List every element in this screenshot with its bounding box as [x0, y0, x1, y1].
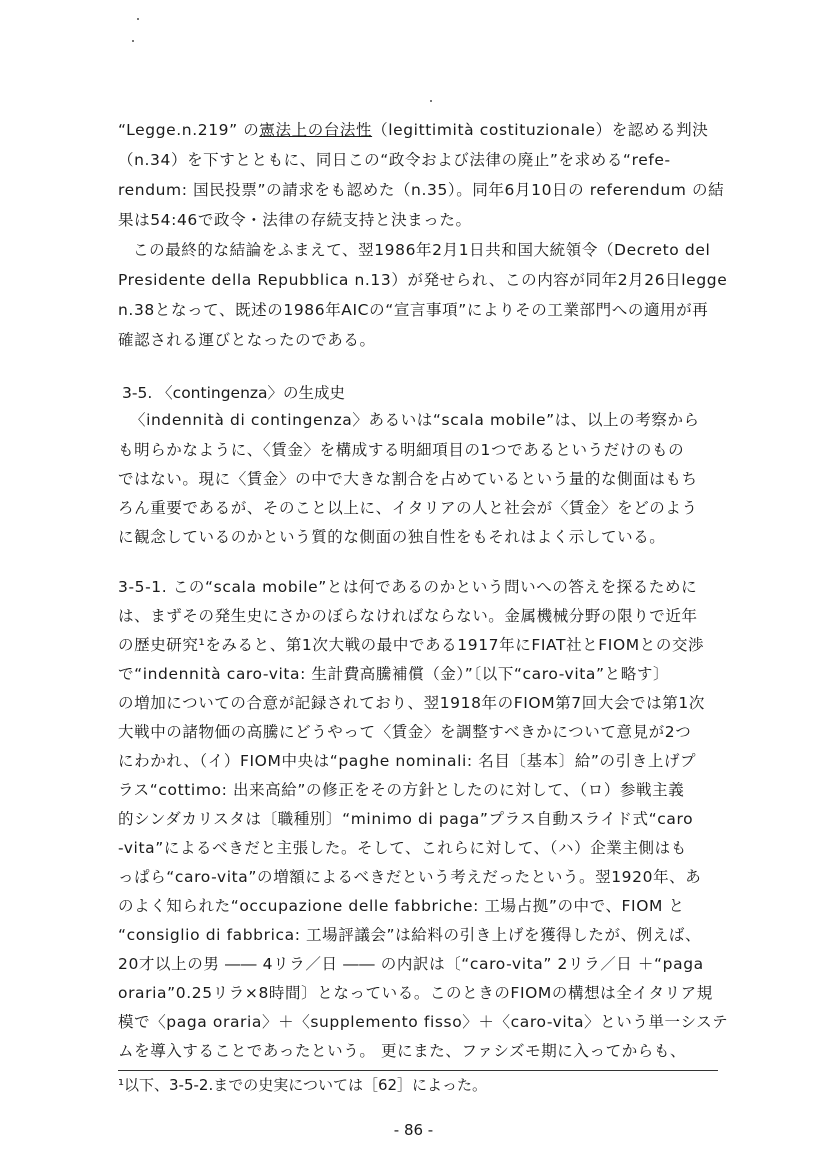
- section-heading: 3-5. 〈contingenza〉の生成史: [122, 384, 346, 402]
- text-line: ろん重要であるが、そのこと以上に、イタリアの人と社会が〈賃金〉をどのよう: [118, 499, 698, 517]
- text-line: rendum: 国民投票”の請求をも認めた（n.35）。同年6月10日の referendum の結: [118, 181, 725, 199]
- text-line: Presidente della Repubblica n.13）が発せられ、この内容が同年2月26日legge: [118, 271, 728, 289]
- text-line: ラス“cottimo: 出来高給”の修正をその方針としたのに対して、（ロ）参戦主義: [118, 781, 685, 799]
- text-line: 〈indennità di contingenza〉あるいは“scala mobile”は、以上の考察から: [130, 411, 700, 429]
- text-line: この最終的な結論をふまえて、翌1986年2月1日共和国大統領令（Decreto del: [133, 241, 711, 259]
- text-line: の歴史研究¹をみると、第1次大戦の最中である1917年にFIAT社とFIOMとの交渉: [118, 636, 705, 654]
- text-line: にわかれ、（イ）FIOM中央は“paghe nominali: 名目〔基本〕給”の引き上げプ: [118, 752, 697, 770]
- underlined-phrase: 憲法上の台法性: [259, 121, 373, 139]
- text-line: 3-5-1. この“scala mobile”とは何であるのかという問いへの答えを探るために: [118, 578, 698, 596]
- text-line: に観念しているのかという質的な側面の独自性をもそれはよく示している。: [118, 528, 666, 546]
- text-line: 大戦中の諸物価の高騰にどうやって〈賃金〉を調整すべきかについて意見が2つ: [118, 723, 692, 741]
- scan-speck: [132, 40, 134, 42]
- footnote-rule: [118, 1070, 718, 1071]
- text-line: 模で〈paga oraria〉＋〈supplemento fisso〉＋〈caro-vita〉という単一システ: [118, 1013, 729, 1031]
- text-line: 確認される運びとなったのである。: [118, 331, 376, 349]
- text-line: のよく知られた“occupazione delle fabbriche: 工場占拠”の中で、FIOM と: [118, 897, 685, 915]
- text-line: [118, 120, 708, 140]
- scan-speck: [137, 18, 139, 20]
- page-number: - 86 -: [393, 1121, 434, 1139]
- text-line: oraria”0.25リラ×8時間〕となっている。このときのFIOMの構想は全イタリア規: [118, 984, 713, 1002]
- text-line: （n.34）を下すとともに、同日この“政令および法律の廃止”を求める“refe-: [118, 151, 671, 169]
- text-segment: “Legge.n.219” の: [118, 121, 260, 139]
- text-line: n.38となって、既述の1986年AICの“宣言事項”によりその工業部門への適用が再: [118, 301, 709, 319]
- text-line: の増加についての合意が記録されており、翌1918年のFIOM第7回大会では第1次: [118, 694, 705, 712]
- footnote: ¹以下、3-5-2.までの史実については［62］によった。: [118, 1076, 488, 1094]
- text-segment: （legittimità costituzionale）を認める判決: [372, 121, 709, 139]
- scan-speck: [430, 100, 432, 102]
- text-line: で“indennità caro-vita: 生計費高騰補償（金）”〔以下“caro-vita”と略す〕: [118, 665, 670, 683]
- text-line: っぱら“caro-vita”の増額によるべきだという考えだったという。翌1920年、あ: [118, 868, 702, 886]
- text-line: 20才以上の男 ―― 4リラ／日 ―― の内訳は〔“caro-vita” 2リラ／日 ＋“paga: [118, 955, 704, 973]
- text-line: は、まずその発生史にさかのぼらなければならない。金属機械分野の限りで近年: [118, 607, 698, 625]
- text-line: ムを導入することであったという。 更にまた、ファシズモ期に入ってからも、: [118, 1042, 687, 1060]
- text-line: 的シンダカリスタは〔職種別〕“minimo di paga”プラス自動スライド式“caro: [118, 810, 694, 828]
- text-line: ではない。現に〈賃金〉の中で大きな割合を占めているという量的な側面はもち: [118, 470, 698, 488]
- text-line: “consiglio di fabbrica: 工場評議会”は給料の引き上げを獲得したが、例えば、: [118, 926, 702, 944]
- text-line: 果は54:46で政令・法律の存続支持と決まった。: [118, 211, 472, 229]
- text-line: も明らかなように、〈賃金〉を構成する明細項目の1つであるというだけのもの: [118, 441, 685, 459]
- text-line: -vita”によるべきだと主張した。そして、これらに対して、（ハ）企業主側はも: [118, 839, 687, 857]
